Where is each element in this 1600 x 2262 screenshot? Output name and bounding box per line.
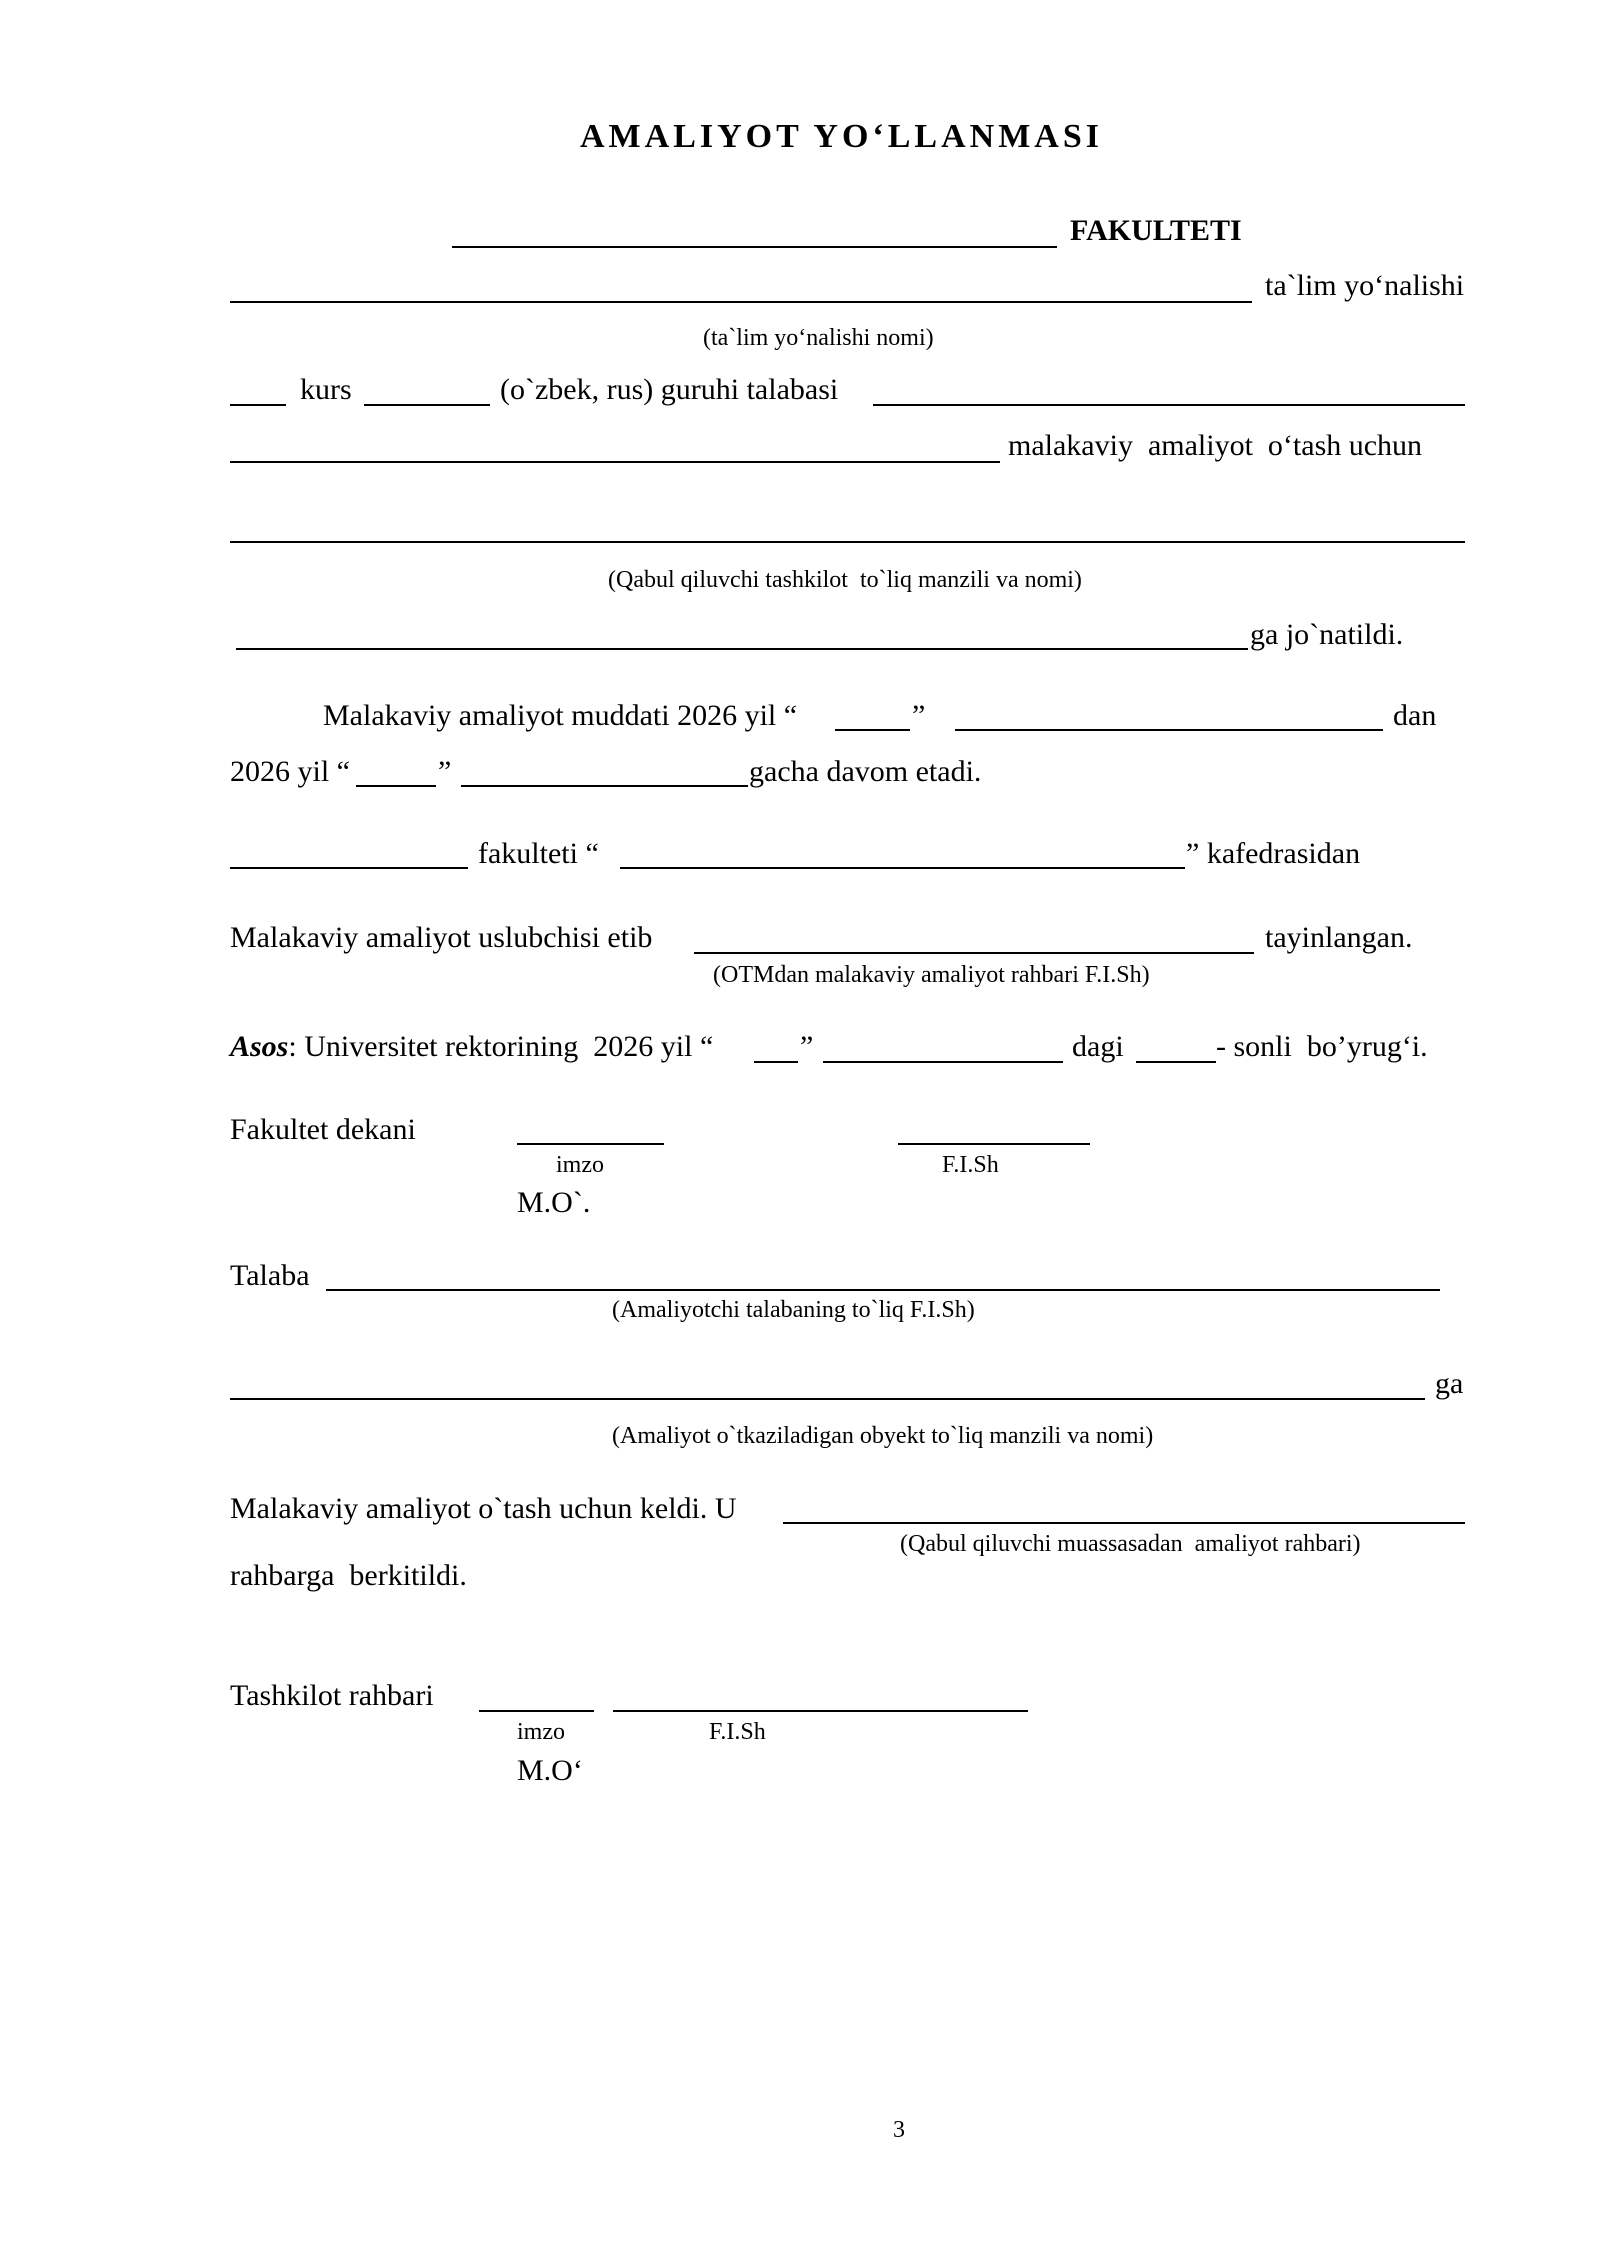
end-month-blank[interactable] [461,785,748,787]
duration-label: Malakaviy amaliyot muddati 2026 yil “ [323,699,798,732]
host-supervisor-hint: (Qabul qiluvchi muassasadan amaliyot rahbari) [900,1531,1361,1557]
basis-label: Asos [230,1030,289,1063]
org-name-blank[interactable] [613,1710,1028,1712]
appointed-label: tayinlangan. [1265,921,1413,954]
dean-label: Fakultet dekani [230,1113,416,1146]
org-signature-blank[interactable] [479,1710,594,1712]
faculty-label: FAKULTETI [1070,214,1242,247]
end-year-label: 2026 yil “ [230,755,350,788]
sent-to-blank[interactable] [236,648,1248,650]
basis-text: : Universitet rektorining 2026 yil “ [288,1030,714,1063]
start-day-blank[interactable] [835,729,910,731]
faculty-blank-2[interactable] [230,867,468,869]
assigned-label: rahbarga berkitildi. [230,1559,467,1592]
education-direction-hint: (ta`lim yo‘nalishi nomi) [703,325,934,351]
department-blank[interactable] [620,867,1185,869]
stamp-label: M.O`. [517,1186,591,1219]
supervisor-name-blank[interactable] [694,952,1254,954]
receiving-organization-hint: (Qabul qiluvchi tashkilot to`liq manzili va nomi) [608,567,1082,593]
dean-signature-blank[interactable] [517,1143,664,1145]
faculty-name-blank[interactable] [452,246,1057,248]
order-day-blank[interactable] [754,1061,798,1063]
supervisor-hint: (OTMdan malakaviy amaliyot rahbari F.I.Sh) [713,962,1150,988]
arrived-label: Malakaviy amaliyot o`tash uchun keldi. U [230,1492,737,1525]
end-day-blank[interactable] [356,785,436,787]
education-direction-label: ta`lim yo‘nalishi [1265,269,1465,302]
education-direction-blank[interactable] [230,301,1252,303]
course-label: kurs [300,373,352,406]
department-label: ” kafedrasidan [1186,837,1361,870]
group-blank[interactable] [364,404,490,406]
practice-blank[interactable] [230,461,1000,463]
until-label: gacha davom etadi. [749,755,982,788]
name-hint: F.I.Sh [942,1152,999,1178]
document-title: AMALIYOT YO‘LLANMASI [580,118,1103,155]
supervisor-label: Malakaviy amaliyot uslubchisi etib [230,921,653,954]
quote-close: ” [912,699,926,732]
dated-label: dagi [1072,1030,1124,1063]
signature-hint: imzo [556,1152,604,1178]
page-number: 3 [893,2117,905,2143]
receiving-organization-blank[interactable] [230,541,1465,543]
org-signature-hint: imzo [517,1719,565,1745]
org-stamp-label: M.O‘ [517,1754,583,1787]
basis-line [230,1032,713,1062]
course-blank[interactable] [230,404,286,406]
start-month-blank[interactable] [955,729,1383,731]
object-to-label: ga [1435,1367,1464,1400]
order-month-blank[interactable] [823,1061,1063,1063]
group-label: (o`zbek, rus) guruhi talabasi [500,373,839,406]
quote-close: ” [438,755,452,788]
order-label: - sonli bo’yrug‘i. [1216,1030,1428,1063]
student-label: Talaba [230,1259,310,1292]
dean-name-blank[interactable] [898,1143,1090,1145]
practice-object-blank[interactable] [230,1398,1425,1400]
student-fullname-blank[interactable] [326,1289,1440,1291]
order-number-blank[interactable] [1136,1061,1216,1063]
org-name-hint: F.I.Sh [709,1719,766,1745]
object-hint: (Amaliyot o`tkaziladigan obyekt to`liq manzili va nomi) [612,1423,1154,1449]
faculty-label-2: fakulteti “ [478,837,599,870]
sent-label: ga jo`natildi. [1250,618,1404,651]
organization-head-label: Tashkilot rahbari [230,1679,434,1712]
host-supervisor-blank[interactable] [783,1522,1465,1524]
from-label: dan [1393,699,1437,732]
practice-label: malakaviy amaliyot o‘tash uchun [1008,429,1423,462]
quote-close: ” [800,1030,814,1063]
student-hint: (Amaliyotchi talabaning to`liq F.I.Sh) [612,1297,975,1323]
student-name-blank[interactable] [873,404,1465,406]
